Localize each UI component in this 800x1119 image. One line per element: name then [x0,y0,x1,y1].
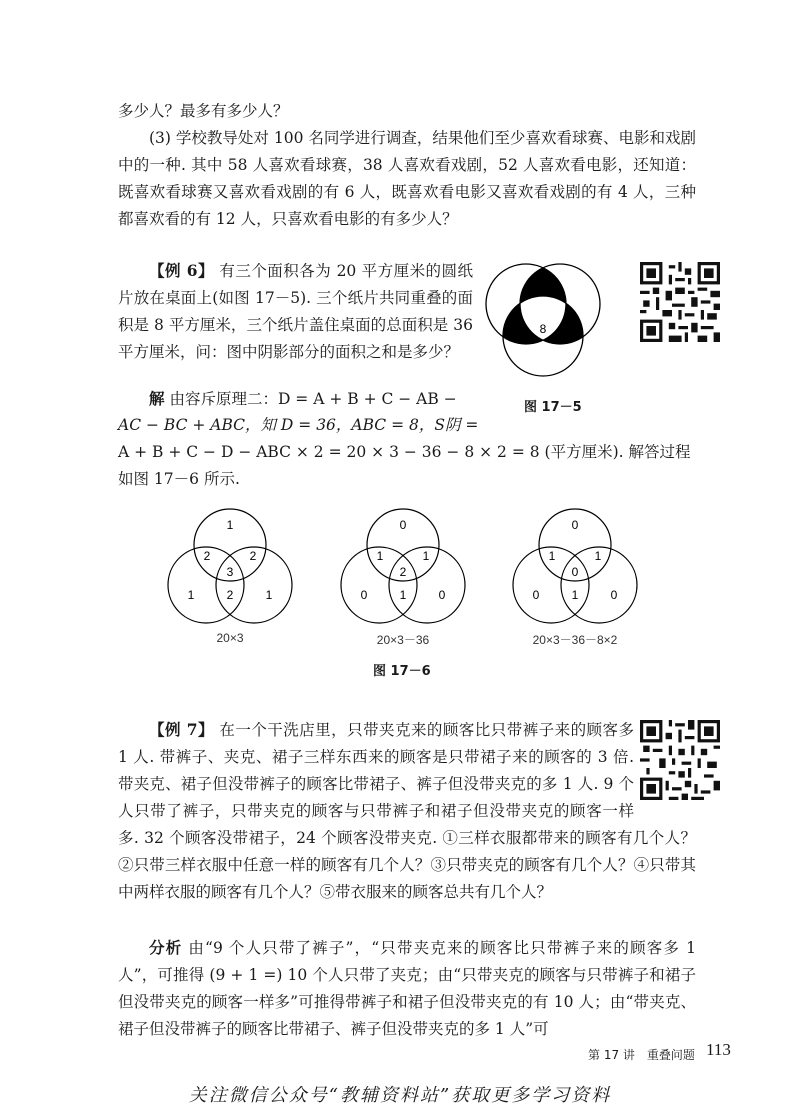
figure-17-5 [478,258,608,388]
region-center-value: 2 [399,565,407,579]
example-7-text: 在一个干洗店里，只带夹克来的顾客比只带裤子来的顾客多 1 人. 带裤子、夹克、裙子三样东西来的顾客是只带裙子来的顾客的 3 倍. 带夹克、裙子但没带裤子的顾客比带裙子、裤子但没带夹克的多 1 人. 9 个人只带了裤子，只带夹克的顾客与只带裤子和裙子但没带夹克的顾客一样多. 32 个顾客没带裙子，24 个顾客没带夹克. ①三样衣服都带来的顾客有几个人？②只带三样衣服中任意一样的顾客有几个人？③只带夹克的顾客有几个人？④只带其中两样衣服的顾客有几个人？⑤带衣服来的顾客总共有几个人？ [118,721,696,901]
qr-code-icon-2[interactable] [640,720,720,800]
region-ul-value: 1 [376,549,384,563]
analysis-7-label: 分析 [149,938,183,957]
region-left-value: 0 [532,588,540,602]
center-value: 8 [539,322,547,336]
region-center-value: 3 [226,565,234,579]
region-ul-value: 2 [203,549,211,563]
region-ur-value: 2 [249,549,257,563]
figure-17-6-caption: 图 17－6 [373,664,431,679]
example-7-label: 【例 7】 [149,720,214,739]
page-number: 113 [706,1040,731,1059]
solution-6-line1 [118,385,488,413]
venn-formula-1: 20×3 [216,631,244,645]
solution-6-line4: 如图 17－6 所示. [118,470,240,488]
region-center-value: 0 [571,565,579,579]
solution-6-label: 解 [149,389,165,408]
venn-diagram-3 [505,505,645,627]
venn-formula-2: 20×3－36 [376,633,430,647]
example-6 [118,257,473,366]
region-ul-value: 1 [548,549,556,563]
region-bottom-value: 1 [571,588,579,602]
question-3: (3) 学校教导处对 100 名同学进行调查，结果他们至少喜欢看球赛、电影和戏剧中的一种. 其中 58 人喜欢看球赛，38 人喜欢看戏剧，52 人喜欢看电影，还知道：既喜欢看球赛又喜欢看戏剧的有 6 人，既喜欢看电影又喜欢看戏剧的有 4 人，三种都喜欢看的有 12 人，只喜欢看电影的有多少人？ [118,129,696,228]
text-line-top: 多少人？最多有多少人？ [118,102,289,120]
qr-code-icon[interactable] [640,262,720,342]
venn-diagram-2 [333,505,473,627]
watermark: 关注微信公众号“教辅资料站”获取更多学习资料 [188,1085,612,1106]
region-top-value: 0 [571,518,579,532]
solution-6-line2: AC − BC + ABC，知 D = 36，ABC = 8，S阴 = [118,416,479,434]
example-7 [118,716,696,906]
region-left-value: 0 [360,588,368,602]
lecture-label: 第 17 讲 重叠问题 [588,1048,695,1062]
region-bottom-value: 2 [226,588,234,602]
region-top-value: 0 [399,518,407,532]
figure-17-5-caption: 图 17－5 [524,400,582,415]
solution-6-text: 由容斥原理二：D = A + B + C − AB − [164,390,457,408]
region-left-value: 1 [187,588,195,602]
venn-diagram-1 [160,505,300,627]
region-right-value: 0 [438,588,446,602]
region-right-value: 0 [610,588,618,602]
example-6-label: 【例 6】 [149,261,215,280]
region-top-value: 1 [226,518,234,532]
venn-formula-3: 20×3－36－8×2 [532,633,618,647]
analysis-7-text: 由“9 个人只带了裤子”，“只带夹克来的顾客比只带裤子来的顾客多 1 人”，可推得 (9 + 1 =) 10 个人只带了夹克；由“只带夹克的顾客与只带裤子和裙子但没带夹克的顾客一样多”可推得带裤子和裙子但没带夹克的有 10 人；由“带夹克、裙子但没带裤子的顾客比带裙子、裤子但没带夹克的多 1 人”可 [118,939,696,1038]
example-6-text: 有三个面积各为 20 平方厘米的圆纸片放在桌面上(如图 17－5). 三个纸片共同重叠的面积是 8 平方厘米，三个纸片盖住桌面的总面积是 36 平方厘米，问：图中阴影部分的面积之和是多少？ [118,262,473,361]
region-ur-value: 1 [422,549,430,563]
analysis-7 [118,934,696,1043]
region-right-value: 1 [265,588,273,602]
solution-6-line3: A + B + C − D − ABC × 2 = 20 × 3 − 36 − 8 × 2 = 8 (平方厘米). 解答过程 [118,443,691,461]
region-ur-value: 1 [594,549,602,563]
region-bottom-value: 1 [399,588,407,602]
